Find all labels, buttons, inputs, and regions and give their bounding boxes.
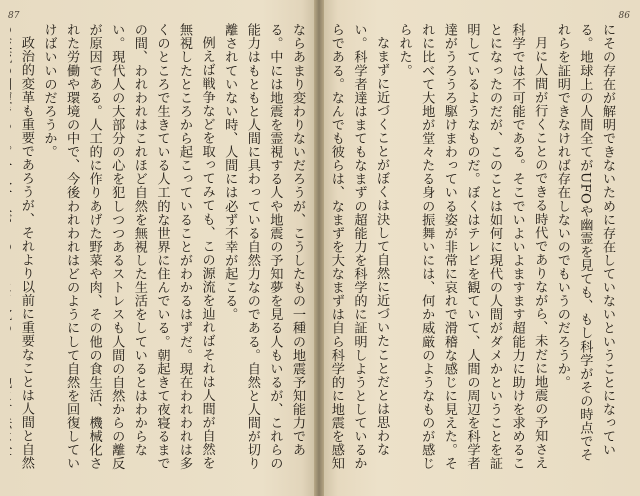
- right-paragraph-1: にその存在が解明できないために存在していないということになっている。地球上の人間全てがUFOや幽霊を見ても、もし科学がその時点でそれらを証明できなければ存在しないのでもいうのだろうか。: [554, 23, 615, 462]
- page-number-left: 87: [8, 11, 20, 21]
- book-gutter: [314, 0, 324, 496]
- left-paragraph-2: 例えば戦争などを取ってみても、この源流を辿ればそれは人間が自然を無視したところから起こっていることがわかるはずだ。現在われわれは多くのところで生きている人工的な世界に住んでいる。朝起きて夜寝るまでの間、われわれはこれほど自然を無視した生活をしているとはわからない。現代人の大部分の心を犯しつつあるストレスも人間の自然からの離反が原因である。人工的に作りあげた野菜や肉、その他の食生活、機械化された労働や環境の中で、今後われわれはどのようにして自然を回復していけばいいのだろうか。: [41, 23, 215, 471]
- left-paragraph-1: ならあまり変わりないだろうが、こうしたもの一種の地震予知能力である。中には地震を霊視する人や地震の予知夢を見る人もいるが、これらの能力はもともと人間に具わっている自然力なのである。自然と人間が切り離されていない時、人間には必ず不幸が起こる。: [222, 23, 305, 471]
- right-paragraph-3: なまずに近づくことがぼくは決して自然に近づいたことだとは思わない。科学者達はまてもなまずの超能力を科学的に証明しようとしているからである。なんでも彼らは、なまずを大なまずは自ら科学的に地震を感知: [328, 23, 390, 471]
- right-paragraph-2: 月に人間が行くことのできる時代でありながら、未だに地震の予知さえ科学では不可能である。そこでいよいよますます超能力に助けを求めることになったのだが、このことは如何に現代の人間がダメかということを証明しているようなものだ。ぼくはテレビを観ていて、人間の周辺を科学者達がうろうろ駆けまわっている姿が非常に哀れで滑稽な感じに見えた。それに比べて大地が堂々たる身の振舞いには、何か威厳のようなものが感じられた。: [396, 23, 548, 471]
- page-number-right: 86: [618, 11, 630, 21]
- left-paragraph-3: 政治的変革も重要であろうが、それより以前に重要なことは人間と自然: [18, 36, 34, 470]
- left-page-body: [10, 23, 308, 474]
- right-page-body: [322, 23, 618, 474]
- right-page: [318, 0, 640, 496]
